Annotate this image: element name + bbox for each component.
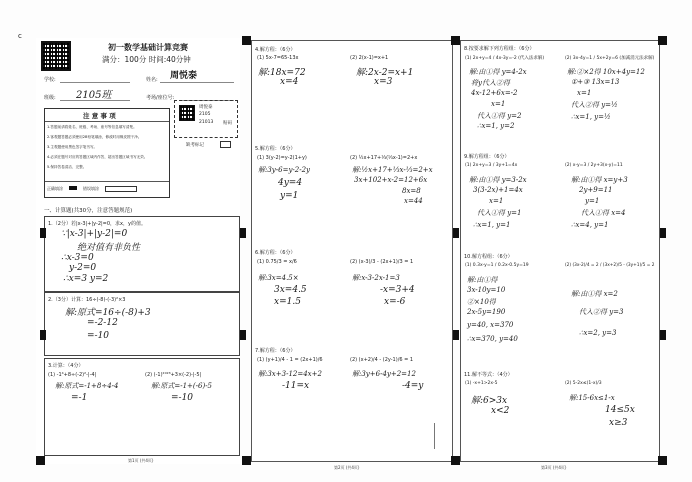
q11-prompt: 11.解不等式：（4分） <box>464 372 513 378</box>
question-7 <box>252 343 450 459</box>
alignment-marker <box>242 456 251 465</box>
q10-work2-line: 解:由①得 x=2 <box>571 290 618 298</box>
sticker-text-name: 周悦泰 <box>199 105 213 110</box>
q7-work2-line: -4=y <box>402 381 424 391</box>
q10-work1-line: ②×10得 <box>467 298 496 306</box>
q3-prompt: 3.计算：（4分） <box>48 363 84 369</box>
question-8 <box>461 41 657 150</box>
notice-item: 1.答题前请将姓名、班级、考场、座号等信息填写清楚。 <box>47 125 137 129</box>
q4-work1-line: 解:18x=72 <box>258 68 306 78</box>
q7-sub2: (2) (x+2)/4 - (2y-1)/6 = 1 <box>350 357 414 363</box>
side-marker <box>40 330 46 340</box>
q4-work2-line: 解:2x-2=x+1 <box>356 68 414 78</box>
notice-item: 2.客观题答题必须使用2B铅笔填涂，修改时用橡皮擦干净。 <box>47 135 142 139</box>
q9-work2-line: y=1 <box>585 197 600 205</box>
q4-work1-line: x=4 <box>280 77 299 87</box>
page-footer: 第1页 (共4页) <box>128 458 154 463</box>
question-4 <box>252 41 450 142</box>
qr-code-icon <box>41 41 71 71</box>
question-10 <box>461 249 657 368</box>
q9-work2-line: ∴x=4, y=1 <box>571 221 609 229</box>
q1-work-line: ∵|x-3|+|y-2|=0 <box>61 229 128 239</box>
q6-work2-line: x=-6 <box>384 297 406 307</box>
q2-work-line: =-10 <box>87 331 110 341</box>
side-marker <box>660 330 666 340</box>
q8-work1-line: ∴x=1, y=2 <box>477 122 515 130</box>
q6-work2-line: -x=3+4 <box>380 285 415 295</box>
q3-sub2: (2) (-1)²⁰²³+3×(-2)-|-5| <box>145 372 202 378</box>
q11-sub1: (1) -x+1>2x-5 <box>465 381 498 386</box>
side-marker <box>660 228 666 238</box>
barcode-sticker <box>174 100 238 138</box>
q5-work2-line: x=44 <box>404 197 423 205</box>
absent-checkbox[interactable] <box>220 141 231 148</box>
section-title: 一、计算题(共30分，注意答题规范) <box>44 208 133 214</box>
q8-sub1: (1) 2x+y=4 / 4x-3y=-2 (代入法求解) <box>465 56 545 61</box>
q4-sub1: (1) 5x-7=65-13x <box>257 55 299 61</box>
q2-work-line: 解:原式=16÷(-8)+3 <box>65 308 151 318</box>
q6-work1-line: x=1.5 <box>274 297 301 307</box>
alignment-marker <box>451 36 460 45</box>
alignment-marker <box>36 456 45 465</box>
q10-work1-line: 解:由①得 <box>467 276 498 284</box>
q10-sub1: (1) 0.3x-y=1 / 0.2x-0.5y=19 <box>465 263 529 268</box>
notice-item: 5.保持答卷清洁、完整。 <box>47 165 87 169</box>
side-marker <box>240 330 246 340</box>
q1-work-line: y-2=0 <box>69 263 97 273</box>
q5-work1-line: 4y=4 <box>278 178 303 188</box>
q10-work2-line: ∴x=2, y=3 <box>579 329 617 337</box>
q8-sub2: (2) 3x-4y=1 / 5x+2y=6 (加减消元法求解) <box>565 56 655 61</box>
q11-sub2: (2) 5-2x≤(1-x)/3 <box>565 381 602 386</box>
q9-work1-line: 解:由①得 y=3-2x <box>469 176 527 184</box>
sticker-text-class: 2105 <box>199 112 211 117</box>
sticker-qr-icon <box>179 105 195 121</box>
q10-prompt: 10.解方程组：（6分） <box>464 254 513 260</box>
q9-work1-line: 3(3-2x)+1=4x <box>473 186 523 194</box>
q8-prompt: 8.按要求解下列方程组：（6分） <box>464 46 535 52</box>
q9-prompt: 9.解方程组：（6分） <box>464 154 510 160</box>
q9-work2-line: 2y+9=11 <box>579 186 613 194</box>
q9-sub2: (2) x-y=3 / 2y+3(x-y)=11 <box>565 163 623 168</box>
q3-work2-line: 解:原式=-1+(-6)-5 <box>151 382 213 390</box>
q8-work2-line: ①+③ 13x=13 <box>571 78 620 86</box>
q7-work1-line: 解:3x+3-12=4x+2 <box>258 370 322 378</box>
q7-sub1: (1) (y+1)/4 - 1 = (2x+1)/6 <box>257 357 323 363</box>
q10-sub2: (2) (3x-2)/4 = 2 / (3x+2)/5 - (3y+1)/5 = 2 <box>565 263 655 268</box>
page-footer: 第3页 (共4页) <box>541 465 567 470</box>
q5-work1-line: y=1 <box>280 191 299 201</box>
notice-item: 3.主观题使用黑色签字笔书写。 <box>47 145 98 149</box>
exam-no-label: 考场/座位号: <box>146 95 175 101</box>
q3-work2-line: =-10 <box>171 393 194 403</box>
q8-work1-line: 代入①得 y=2 <box>477 112 522 120</box>
q11-work1-line: 解:6>3x <box>471 396 508 406</box>
alignment-marker <box>242 36 251 45</box>
class-label: 班级: <box>44 95 56 101</box>
filled-box-icon <box>69 186 77 190</box>
score-time: 满分：100分 时间:40分钟 <box>102 55 191 64</box>
absent-label: 缺考标记 <box>186 143 204 148</box>
q10-work2-line: 代入②得 y=3 <box>579 308 624 316</box>
q8-work2-line: 解:②×2得 10x+4y=12 <box>567 68 645 76</box>
q9-work1-line: ∴x=1, y=1 <box>473 221 511 229</box>
page-3-panel <box>460 40 660 470</box>
q8-work1-line: 将y代入②得 <box>471 79 510 87</box>
q6-sub1: (1) 0.75/3 = x/6 <box>257 259 297 265</box>
notice-item: 4.必须在题号对应的答题区域内作答，超出答题区域书写无效。 <box>47 155 148 159</box>
question-1 <box>44 216 240 292</box>
q2-prompt: 2.（3分）计算：16÷(-8)-(-3)²×3 <box>48 297 126 303</box>
alignment-marker <box>451 456 460 465</box>
q10-work1-line: 2x-5y=190 <box>467 308 506 316</box>
q7-work1-line: -11=x <box>282 381 310 391</box>
q9-work2-line: 解:由①得 x=y+3 <box>571 176 628 184</box>
q9-work1-line: 代入①得 y=1 <box>477 209 522 217</box>
q6-prompt: 6.解方程：（6分） <box>255 250 296 256</box>
page-footer: 第2页 (共4页) <box>334 465 360 470</box>
q10-work1-line: y=40, x=370 <box>467 321 514 329</box>
side-marker <box>240 228 246 238</box>
page-2-panel <box>251 40 453 470</box>
q9-work1-line: x=1 <box>489 197 504 205</box>
q7-prompt: 7.解方程：（6分） <box>255 348 296 354</box>
q5-prompt: 5.解方程：（6分） <box>255 146 296 152</box>
sticker-text-id: 21013 <box>199 120 214 125</box>
q5-sub1: (1) 3(y-2)=y-2(1+y) <box>257 155 307 161</box>
q6-work1-line: 解:3x=4.5× <box>258 274 299 282</box>
q3-work1-line: =-1 <box>71 393 88 403</box>
q3-work1-line: 解:原式=-1+8÷4-4 <box>55 382 119 390</box>
name-label: 姓名: <box>146 77 158 83</box>
q8-work1-line: x=1 <box>491 100 506 108</box>
side-marker <box>40 228 46 238</box>
alignment-marker <box>658 456 667 465</box>
stray-pen-mark <box>434 423 435 449</box>
question-9 <box>461 149 657 250</box>
q11-work2-line: 14≤5x <box>605 405 635 415</box>
question-5 <box>252 141 450 246</box>
side-marker <box>453 228 459 238</box>
q1-work-line: 绝对值有非负性 <box>77 243 141 253</box>
q5-sub2: (2) ½x+17+⅓(⅓x-1)=2+x <box>350 155 418 161</box>
q1-work-line: ∴x=3 y=2 <box>63 274 109 284</box>
question-6 <box>252 245 450 344</box>
q5-work2-line: 解:½x+17+⅓x-⅓=2+x <box>352 166 433 174</box>
wrong-box-icon <box>105 186 137 192</box>
q9-work2-line: 代入①得 x=4 <box>581 209 626 217</box>
school-label: 学校: <box>44 77 56 83</box>
q4-sub2: (2) 2(x-1)=x+1 <box>350 55 389 61</box>
q7-work2-line: 解:3y+6-4y+2=12 <box>352 370 416 378</box>
q4-work2-line: x=3 <box>374 77 393 87</box>
q10-work1-line: 3x-10y=10 <box>467 286 506 294</box>
q1-prompt: 1.（2分）若|x-3|+|y-2|=0，求x，y的值。 <box>48 221 146 227</box>
q6-sub2: (2) (x-3)/3 - (2x+1)/3 = 1 <box>350 259 414 265</box>
exam-title: 初一数学基础计算竞赛 <box>108 43 188 52</box>
q1-work-line: ∴x-3=0 <box>61 253 94 263</box>
q5-work2-line: 8x=8 <box>402 187 421 195</box>
question-11 <box>461 367 657 459</box>
side-marker <box>453 330 459 340</box>
q8-work2-line: ∴x=1, y=½ <box>571 113 611 121</box>
sample-wrong-label: 错误填涂 <box>83 186 99 191</box>
q3-sub1: (1) -1⁴+8÷(-2)²-|-4| <box>48 372 97 378</box>
q10-work1-line: ∴x=370, y=40 <box>467 335 518 343</box>
alignment-marker <box>658 36 667 45</box>
question-2 <box>44 292 240 356</box>
q11-work2-line: 解:15-6x≤1-x <box>569 394 615 402</box>
q11-work2-line: x≥3 <box>609 418 628 428</box>
q6-work2-line: 解:x-3-2x-1=3 <box>352 274 400 282</box>
q8-work1-line: 解:由①得 y=4-2x <box>469 68 527 76</box>
q8-work1-line: 4x-12+6x=-2 <box>471 89 518 97</box>
student-name: 周悦泰 <box>170 71 198 81</box>
q11-work1-line: x<2 <box>491 406 510 416</box>
q8-work2-line: x=1 <box>577 89 592 97</box>
q6-work1-line: 3x=4.5 <box>274 285 307 295</box>
q2-work-line: =-2-12 <box>87 318 118 328</box>
q5-work1-line: 解:3y-6=y-2-2y <box>258 166 310 174</box>
q8-work2-line: 代入②得 y=½ <box>571 101 618 109</box>
notice-title: 注 意 事 项 <box>83 112 116 120</box>
notice-box <box>44 108 170 198</box>
question-3 <box>44 358 240 456</box>
q5-work2-line: 3x+102+x-2=12+6x <box>354 176 428 184</box>
class-value: 2105班 <box>76 90 112 101</box>
sample-correct-label: 正确填涂 <box>47 186 63 191</box>
q9-sub1: (1) 2x+y=3 / 3y+1=4x <box>465 163 518 168</box>
sticker-side-label: 贴码 <box>223 121 232 126</box>
page-1-panel <box>36 38 240 464</box>
corner-mark: c <box>18 32 22 40</box>
q4-prompt: 4.解方程：（6分） <box>255 47 296 53</box>
